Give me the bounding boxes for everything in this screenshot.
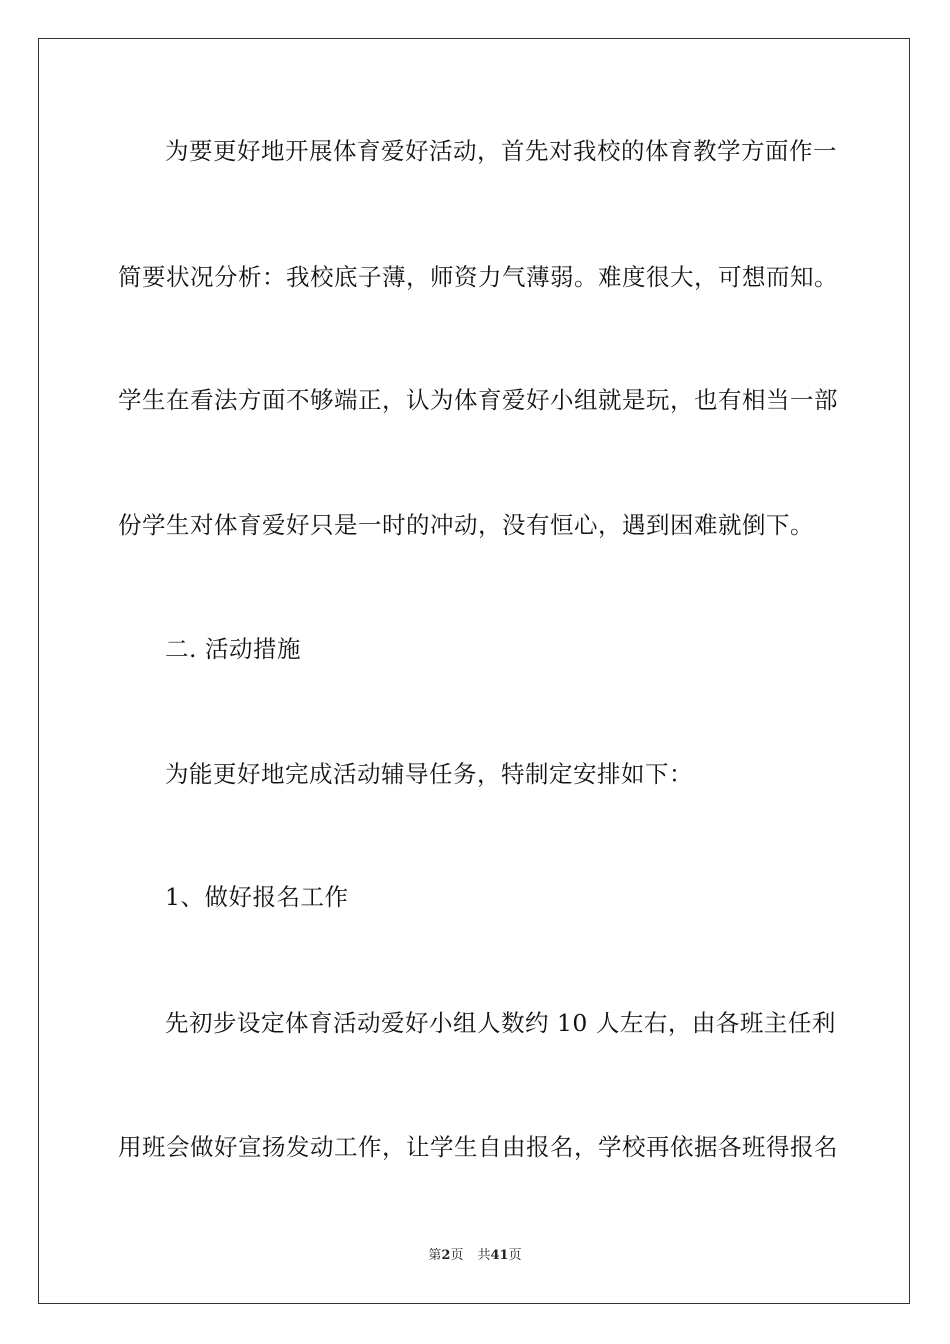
list-item-registration: 1、做好报名工作 bbox=[165, 883, 349, 911]
paragraph-line-2: 简要状况分析：我校底子薄，师资力气薄弱。难度很大，可想而知。 bbox=[118, 263, 838, 291]
footer-page-prefix: 第 bbox=[428, 1248, 442, 1263]
paragraph-line-8: 先初步设定体育活动爱好小组人数约 10 人左右，由各班主任利 bbox=[165, 1009, 836, 1037]
paragraph-line-4: 份学生对体育爱好只是一时的冲动，没有恒心，遇到困难就倒下。 bbox=[118, 511, 814, 539]
paragraph-line-3: 学生在看法方面不够端正，认为体育爱好小组就是玩，也有相当一部 bbox=[118, 386, 838, 414]
paragraph-line-6: 为能更好地完成活动辅导任务，特制定安排如下： bbox=[165, 760, 693, 788]
footer-total-prefix: 共 bbox=[477, 1248, 491, 1263]
paragraph-line-9: 用班会做好宣扬发动工作，让学生自由报名，学校再依据各班得报名 bbox=[118, 1133, 838, 1161]
section-heading-activity-measures: 二. 活动措施 bbox=[165, 635, 301, 663]
page-border bbox=[38, 38, 910, 1304]
page-footer bbox=[0, 1248, 950, 1264]
footer-page-number: 2 bbox=[441, 1248, 451, 1263]
footer-total-suffix: 页 bbox=[508, 1248, 522, 1263]
footer-page-suffix: 页 bbox=[450, 1248, 464, 1263]
paragraph-line-1: 为要更好地开展体育爱好活动，首先对我校的体育教学方面作一 bbox=[165, 137, 837, 165]
footer-total-pages: 41 bbox=[490, 1248, 509, 1263]
